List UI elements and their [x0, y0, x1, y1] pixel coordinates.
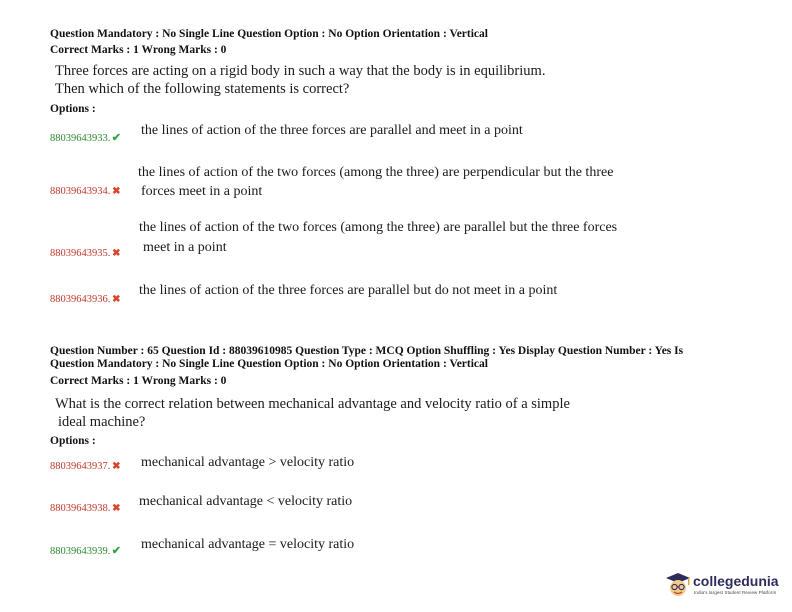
option-text: the lines of action of the two forces (among the three) are perpendicular but the three [138, 165, 614, 180]
option-text: the lines of action of the three forces are parallel and meet in a point [141, 123, 523, 138]
option-text: forces meet in a point [141, 184, 263, 199]
option-text: the lines of action of the three forces are parallel but do not meet in a point [139, 283, 558, 298]
cross-icon: ✖ [112, 248, 121, 259]
collegedunia-logo [664, 571, 786, 601]
option-text: mechanical advantage = velocity ratio [141, 537, 355, 552]
options-label: Options : [50, 435, 96, 447]
logo-tagline: India's largest Student Review Platform [694, 590, 777, 595]
cross-icon: ✖ [112, 503, 121, 514]
marks-line: Correct Marks : 1 Wrong Marks : 0 [50, 44, 227, 56]
cross-icon: ✖ [112, 294, 121, 305]
options-label: Options : [50, 103, 96, 115]
option-id: 88039643939.✔ [50, 545, 121, 557]
cross-icon: ✖ [112, 186, 121, 197]
graduate-mascot-icon [664, 571, 692, 601]
question-meta-line: Question Mandatory : No Single Line Question Option : No Option Orientation : Vertical [50, 28, 488, 40]
question-text-line: Then which of the following statements is correct? [55, 81, 350, 97]
option-id: 88039643937. ✖ [50, 461, 121, 472]
question-meta-line: Question Number : 65 Question Id : 88039610985 Question Type : MCQ Option Shuffling : Yes Display Question Number : Yes Is [50, 345, 684, 357]
question-meta-line: Question Mandatory : No Single Line Question Option : No Option Orientation : Vertical [50, 358, 488, 370]
check-icon: ✔ [111, 545, 121, 557]
option-text: mechanical advantage > velocity ratio [141, 455, 355, 470]
marks-line: Correct Marks : 1 Wrong Marks : 0 [50, 375, 227, 387]
option-text: the lines of action of the two forces (among the three) are parallel but the three forces [139, 220, 618, 235]
cross-icon: ✖ [112, 461, 121, 472]
check-icon: ✔ [111, 132, 121, 144]
question-text-line: Three forces are acting on a rigid body in such a way that the body is in equilibrium. [55, 63, 546, 79]
option-id: 88039643934. ✖ [50, 186, 121, 197]
option-id: 88039643938. ✖ [50, 503, 121, 514]
question-text-line: What is the correct relation between mechanical advantage and velocity ratio of a simple [55, 396, 570, 412]
logo-wordmark: collegedunia [693, 573, 779, 589]
option-text: mechanical advantage < velocity ratio [139, 494, 353, 509]
question-text-line: ideal machine? [58, 414, 146, 430]
option-id: 88039643936. ✖ [50, 294, 121, 305]
option-text: meet in a point [143, 240, 227, 255]
option-id: 88039643933.✔ [50, 132, 121, 144]
option-id: 88039643935. ✖ [50, 248, 121, 259]
